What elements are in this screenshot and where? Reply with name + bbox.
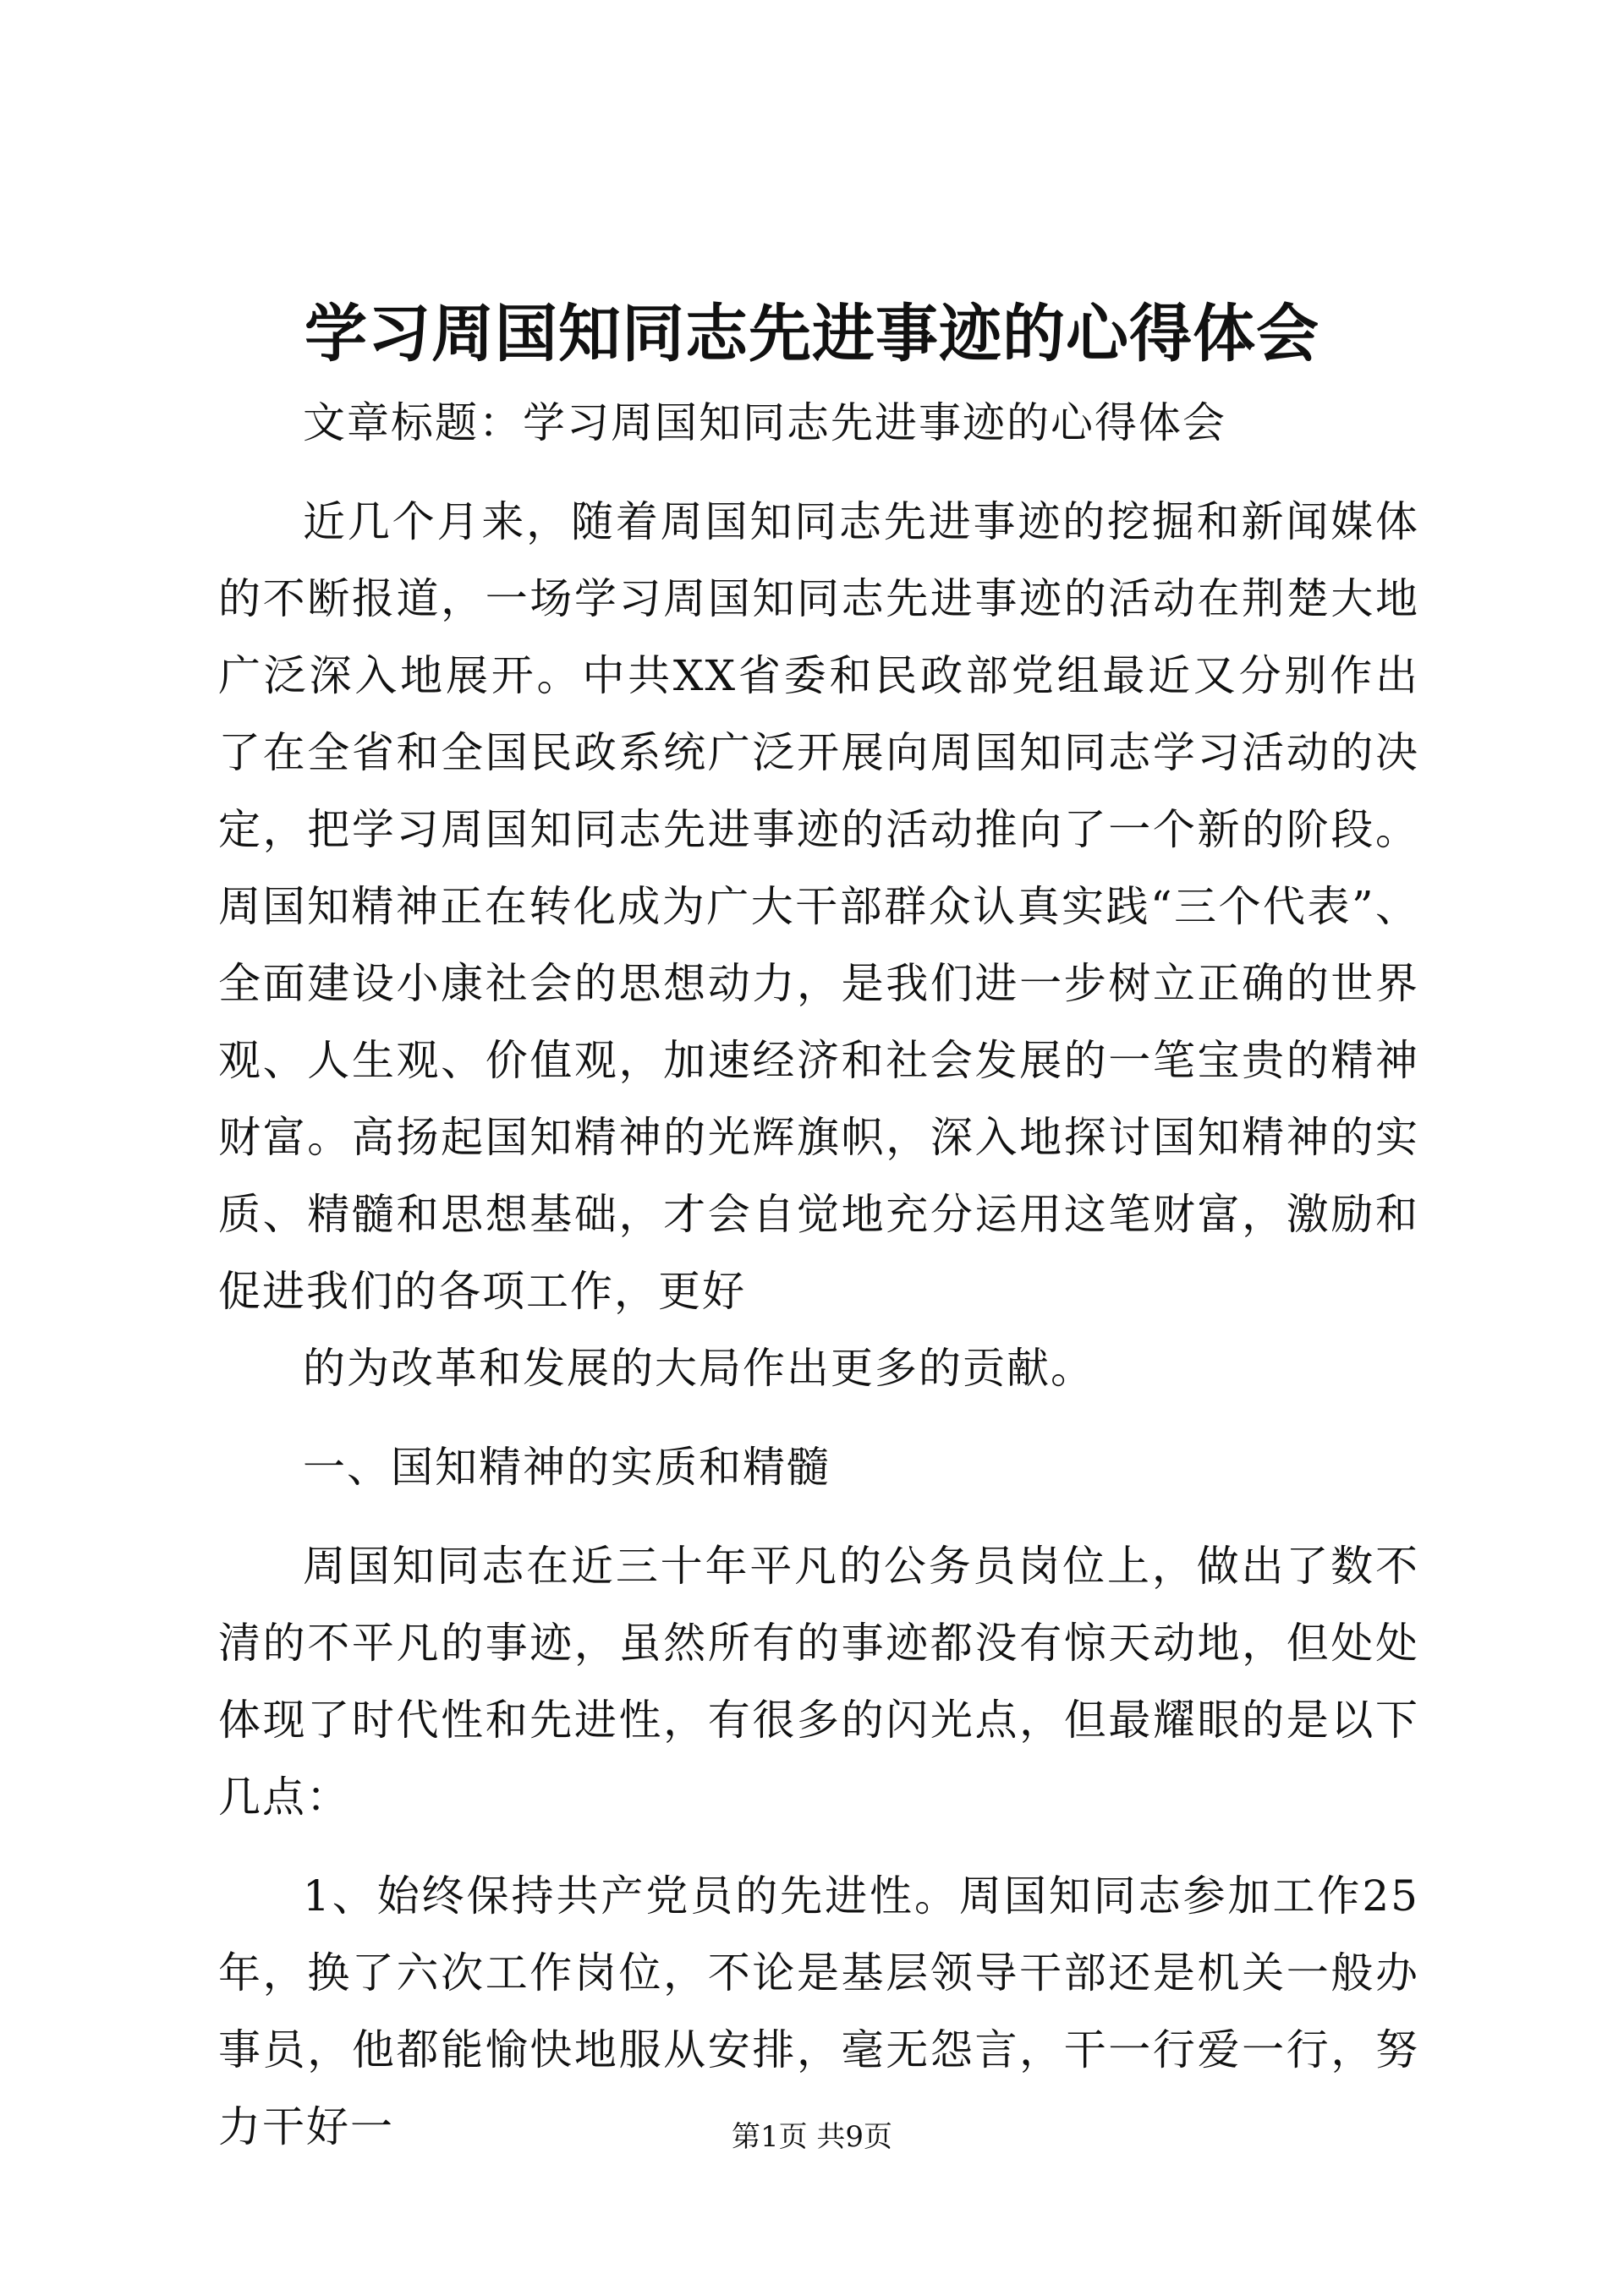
section-heading: 一、国知精神的实质和精髓 bbox=[303, 1443, 831, 1492]
page-number-footer: 第1页 共9页 bbox=[731, 2120, 893, 2154]
paragraph-article-title: 文章标题：学习周国知同志先进事迹的心得体会 bbox=[303, 398, 1226, 447]
paragraph-point-1: 1、始终保持共产党员的先进性。周国知同志参加工作25年，换了六次工作岗位，不论是基层领导干部还是机关一般办事员，他都能愉快地服从安排，毫无怨言，干一行爱一行，努力干好一 bbox=[218, 1871, 1419, 2151]
paragraph-section-intro: 周国知同志在近三十年平凡的公务员岗位上，做出了数不清的不平凡的事迹，虽然所有的事迹都没有惊天动地，但处处体现了时代性和先进性，有很多的闪光点，但最耀眼的是以下几点： bbox=[218, 1542, 1419, 1822]
paragraph-intro-continued: 的为改革和发展的大局作出更多的贡献。 bbox=[303, 1344, 1095, 1393]
document-title: 学习周国知同志先进事迹的心得体会 bbox=[304, 298, 1320, 370]
document-body bbox=[218, 385, 1419, 2188]
paragraph-intro: 近几个月来，随着周国知同志先进事迹的挖掘和新闻媒体的不断报道，一场学习周国知同志先进事迹的活动在荆楚大地广泛深入地展开。中共XX省委和民政部党组最近又分别作出了在全省和全国民政系统广泛开展向周国知同志学习活动的决定，把学习周国知同志先进事迹的活动推向了一个新的阶段。周国知精神正在转化成为广大干部群众认真实践“三个代表”、全面建设小康社会的思想动力，是我们进一步树立正确的世界观、人生观、价值观，加速经济和社会发展的一笔宝贵的精神财富。高扬起国知精神的光辉旗帜，深入地探讨国知精神的实质、精髓和思想基础，才会自觉地充分运用这笔财富，激励和促进我们的各项工作，更好 bbox=[218, 497, 1419, 1316]
